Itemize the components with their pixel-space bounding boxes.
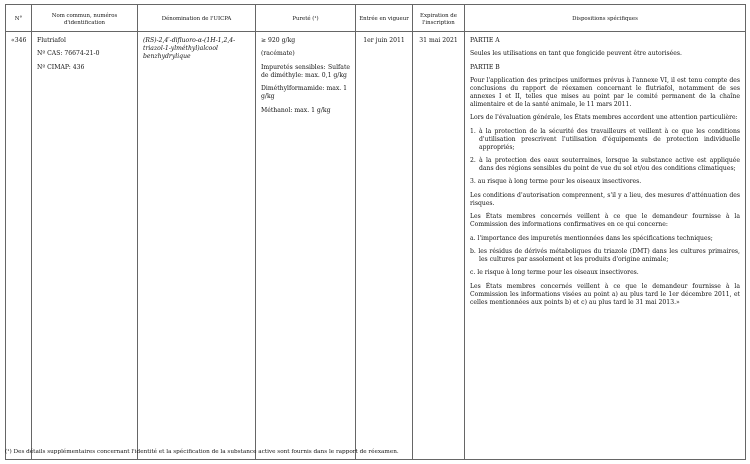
header-common-name: Nom commun, numéros d'identification bbox=[32, 5, 138, 32]
cell-common-name bbox=[32, 32, 138, 460]
cell-iupac bbox=[138, 32, 256, 460]
conditions-text: Les conditions d'autorisation comprennent, s'il y a lieu, des mesures d'atténuation des risques. bbox=[470, 191, 740, 207]
partie-a-title: PARTIE A bbox=[470, 37, 500, 44]
cas-number: Nº CAS: 76674-21-0 bbox=[37, 50, 100, 58]
partie-b-text: Pour l'application des principes uniformes prévus à l'annexe VI, il est tenu compte des conclusions du rapport de réexamen concernant le flutriafol, notamment de ses annexes I et II, telles que mises au point par le comité permanent de la chaîne alimentaire et de la santé animale, le 11 mars 2011. bbox=[470, 77, 740, 109]
cell-num bbox=[6, 32, 32, 460]
list-item: a. l'importance des impuretés mentionnées dans les spécifications techniques; bbox=[470, 234, 713, 242]
footnote: (¹) Des détails supplémentaires concernant l'identité et la spécification de la substance active sont fournis dans le rapport de réexamen. bbox=[5, 449, 399, 455]
expiry-date: 31 mai 2021 bbox=[419, 37, 458, 44]
header-row bbox=[6, 5, 746, 32]
table-row bbox=[6, 32, 746, 460]
partie-a-text: Seules les utilisations en tant que fongicide peuvent être autorisées. bbox=[470, 50, 682, 58]
list-item: 1. à la protection de la sécurité des travailleurs et veillent à ce que les conditions d'utilisation prescrivent l'utilisation d'équipements de protection individuelle appropriés; bbox=[470, 127, 740, 151]
header-provisions: Dispositions spécifiques bbox=[465, 5, 746, 32]
list-item: 3. au risque à long terme pour les oiseaux insectivores. bbox=[470, 178, 642, 186]
header-expiry: Expiration de l'inscription bbox=[413, 5, 465, 32]
purity-value: ≥ 920 g/kg bbox=[261, 37, 296, 44]
entry-number: «346 bbox=[11, 37, 27, 44]
iupac-name: (RS)-2,4′-difluoro-α-(1H-1,2,4-triazol-1-ylméthyl)alcool benzhydrylique bbox=[143, 37, 236, 60]
impurity-dmf: Diméthylformamide: max. 1 g/kg bbox=[261, 85, 348, 101]
header-entry-into-force: Entrée en vigueur bbox=[356, 5, 413, 32]
list-item: c. le risque à long terme pour les oiseaux insectivores. bbox=[470, 269, 639, 277]
header-num: N° bbox=[6, 5, 32, 32]
final-text: Les États membres concernés veillent à ce que le demandeur fournisse à la Commission les informations visées au point a) au plus tard le 1er décembre 2011, et celles mentionnées aux points b) et c) au plus tard le 31 mai 2013.» bbox=[470, 282, 740, 306]
header-purity: Pureté (¹) bbox=[256, 5, 356, 32]
entry-date: 1er juin 2011 bbox=[363, 37, 405, 44]
list-item: 2. à la protection des eaux souterraines, lorsque la substance active est appliquée dans des régions sensibles du point de vue du sol et/ou des conditions climatiques; bbox=[470, 157, 740, 173]
purity-racemate: (racémate) bbox=[261, 50, 295, 58]
impurity-methanol: Méthanol: max. 1 g/kg bbox=[261, 106, 331, 114]
cell-entry-into-force bbox=[356, 32, 413, 460]
evaluation-intro: Lors de l'évaluation générale, les États membres accordent une attention particulière: bbox=[470, 114, 738, 122]
cell-provisions bbox=[465, 32, 746, 460]
list-item: b. les résidus de dérivés métaboliques du triazole (DMT) dans les cultures primaires, les cultures par assolement et les produits d'origine animale; bbox=[470, 248, 740, 263]
partie-b-title: PARTIE B bbox=[470, 63, 500, 71]
cell-expiry bbox=[413, 32, 465, 460]
impurity-dimethyl-sulfate: Impuretés sensibles: Sulfate de diméthyle: max. 0,1 g/kg bbox=[261, 63, 350, 79]
cimap-number: Nº CIMAP: 436 bbox=[37, 63, 85, 71]
header-iupac: Dénomination de l'UICPA bbox=[138, 5, 256, 32]
cell-purity bbox=[256, 32, 356, 460]
substance-name: Flutriafol bbox=[37, 37, 66, 44]
confirm-intro: Les États membres concernés veillent à ce que le demandeur fournisse à la Commission des informations confirmatives en ce qui concerne: bbox=[470, 213, 740, 229]
annex-table bbox=[5, 4, 746, 460]
